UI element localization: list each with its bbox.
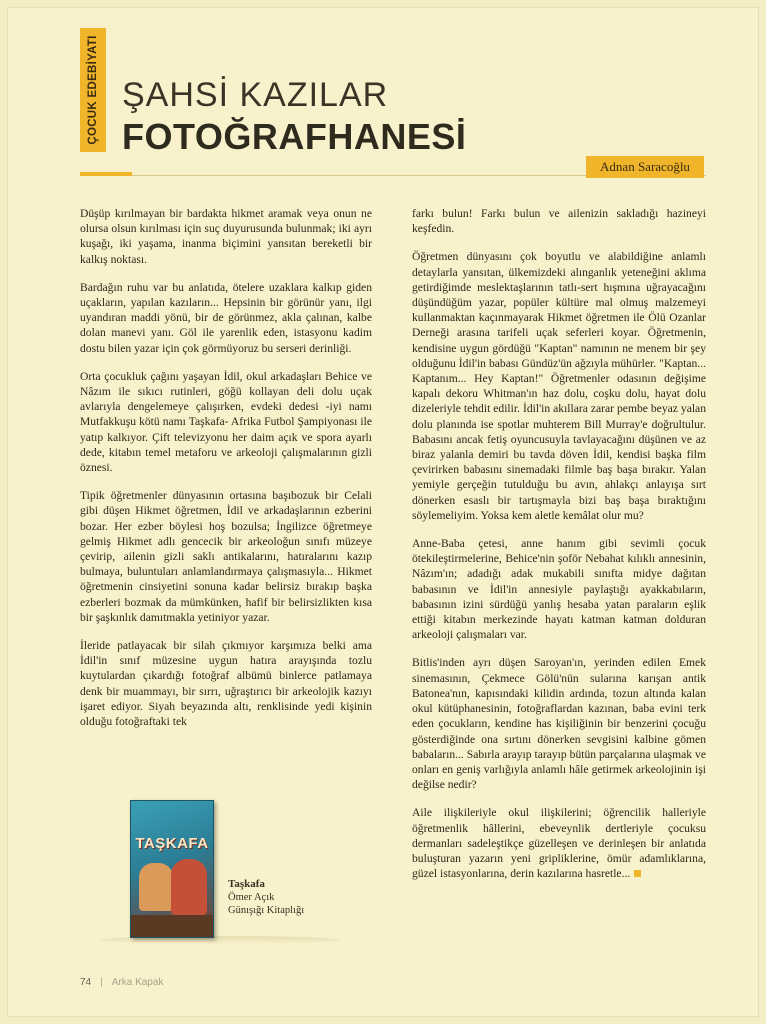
paragraph: Orta çocukluk çağını yaşayan İdil, okul arkadaşları Behice ve Nâzım ile sıkıcı rutinleri, göğü kollayan deli dolu uçak avlarıyla dengelemeye çalışırken, evdeki dedesi -iyi namı Mutfakkuşu kötü namı Taşkafa- Afrika Futbol Şampiyonası ile yatıp kalkıyor. Çift televizyonu her daim açık ve spora ayarlı dede, kitabın temel metaforu ve arkeoloji çalışmalarının gizli öznesi. xyxy=(80,369,372,475)
paragraph-text: Aile ilişkileriyle okul ilişkilerini; öğrencilik halleriyle öğretmenlik hâllerini, ebeveynlik dertleriyle çocuksu dermanları sadeleştikçe güzelleşen ve derinleşen bir anlatıda buluşturan yazarın yeni gripliklerine, ömür adamlıklarına, güzel istasyonlarına, derin kazılarına hasretle... xyxy=(412,806,706,881)
paragraph: Anne-Baba çetesi, anne hanım gibi sevimli çocuk ötekileştirmelerine, Behice'nin şoför Nebahat kılıklı annesinin, Nâzım'ın; adadığı adak mukabili sınıfta midye dağıtan babasının ve İdil'in annesiyle paylaştığı ayakkabıların, babasının izini sürdüğü yanlış hesaba yatan paraların eşlik ettiği kitabın merkezinde hayatı katman katman dolduran arkeoloji çalışmaları var. xyxy=(412,537,706,642)
section-label: ÇOCUK EDEBİYATI xyxy=(87,35,99,145)
title-accent-rule xyxy=(80,172,132,176)
cover-figure xyxy=(139,863,173,911)
cover-ground xyxy=(131,915,213,937)
author-badge: Adnan Saracoğlu xyxy=(586,156,704,178)
book-title: Taşkafa xyxy=(228,878,265,890)
book-author: Ömer Açık xyxy=(228,892,275,903)
page-number: 74 xyxy=(80,977,92,988)
footer-separator: | xyxy=(100,977,103,988)
article-column-right xyxy=(412,206,706,894)
paragraph: Bitlis'inden ayrı düşen Saroyan'ın, yerinden edilen Emek sinemasının, Çekmece Gölü'nün sularına karışan antik Batonea'nın, kapısındaki kilidin ardında, tozun altında kalan okul kütüphanesinin, fotoğraflardan kazınan, baba evini terk eden çocukların, kendine has kişiliğinin bir benzerini çocuğu gösterdiğinde ona sırtını dönerken sevgisini kalbine gömen babaların... Sabırla arayıp tarayıp bütün parçalarına ulaşmak ve onları en geniş varlığıyla anlamlı hâle getirmek arkeolojinin işi değilse nedir? xyxy=(412,656,706,792)
paragraph: Öğretmen dünyasını çok boyutlu ve alabildiğine anlamlı detaylarla yansıtan, ülkemizdeki alınganlık yeteneğini aklıma getirdiğimde meslektaşlarının tatlı-sert hışmına uğrayacağını düşündüğüm yazar, popüler kültüre mal olmuş malzemeyi kullanmaktan kaçınmayarak Hikmet öğretmen ile Ölü Ozanlar Derneği arasına tarifeli uçak seferleri koyar. Öğretmenin, kendisine uygun gördüğü "Kaptan" namının ne menem bir şey olduğunu İdil'in babası Gündüz'ün ağzıyla mühürler. "Kaptan... Kaptanım... Hey Kaptan!" Öğretmenler odasının değişime kapalı dekoru Whitman'ın haz dolu, coşku dolu, hayat dolu dizeleriyle tehdit edilir. İdil'in akıllara zarar pembe beyaz yalan dolu planında ise spotlar muhterem Bill Murray'e doğrultulur. Babasını ancak fetiş oyuncusuyla tavlayacağını düşünen ve az biraz yalanla demiri bu tavda döven İdil, kendisi başka film çevirirken babasını sinemadaki filmle baş başa bırakır. Yalan yemiyle gerçeğin tutulduğu bu avın, ahlakçı anlayışa sırt dönerken esaslı bir tartışmayla bizi baş başa bıraktığını söylemeliyim. Yoksa kem aletle kemâlat olur mu? xyxy=(412,250,706,522)
paragraph: Tipik öğretmenler dünyasının ortasına başıbozuk bir Celali gibi düşen Hikmet öğretmen, İdil ve arkadaşlarının ezberini bozar. Her ezber böylesi hoş bozulsa; İngilizce öğretmeye gelmiş Hikmet adlı gencecik bir arkeoloğun sınıfı müzeye çevirip, ailenin gizli saklı antikalarını, hatıralarını kazıp bulmaya, buluntuları anlamlandırmaya çalışmasıyla... Hikmet öğretmenin cinsiyetini sonuna kadar belirsiz bırakıp başka ezberleri bozmak da mümkünken, hafif bir belirsizlikten kısa bir şaşkınlık damıtmakla yetiniyor yazar. xyxy=(80,489,372,624)
paragraph: İleride patlayacak bir silah çıkmıyor karşımıza belki ama İdil'in sınıf müzesine uygun hatıra arayışında tozlu kuytulardan çıkardığı fotoğraf albümü binlerce patlamaya denk bir muammayı, bir sırrı, uğraştırıcı bir arkeolojik kazıyı işaret ediyor. Siyah beyazında altı, renklisinde yedi kişinin olduğu fotoğraftaki tek xyxy=(80,639,372,729)
section-label-tab xyxy=(80,28,106,152)
article-title-line1: ŞAHSİ KAZILAR xyxy=(122,76,389,114)
book-cover-title: TAŞKAFA xyxy=(135,835,209,852)
book-info xyxy=(90,790,350,950)
magazine-name: Arka Kapak xyxy=(111,977,164,988)
paragraph: Düşüp kırılmayan bir bardakta hikmet aramak veya onun ne olursa olsun kırılması için suç duyurusunda bulunmak; iki ayrı kuşağı, iki yaşama, inanma biçimini yansıtan bereketli bir kalkış noktası. xyxy=(80,207,372,266)
article-column-left xyxy=(80,206,372,742)
paragraph: Bardağın ruhu var bu anlatıda, ötelere uzaklara kalkıp giden uçakların, yapılan kazıların... Hepsinin bir görünür yanı, ilgi uyandıran maddi yönü, bir de görünmez, akla çalınan, kalbe dolan manevi yanı. Göl ile yarenlik eden, istasyonu kadim dostu bilen yazar için çok görmüyoruz bu serseri derinliği. xyxy=(80,280,372,355)
paragraph: farkı bulun! Farkı bulun ve ailenizin sakladığı hazineyi keşfedin. xyxy=(412,207,706,236)
end-mark-square xyxy=(634,870,641,877)
book-caption xyxy=(228,878,304,917)
book-cover-image xyxy=(130,800,214,938)
cover-figure xyxy=(171,859,207,915)
paragraph-final xyxy=(412,805,706,881)
page-footer xyxy=(80,977,163,988)
book-publisher: Günışığı Kitaplığı xyxy=(228,905,305,916)
article-title-line2: FOTOĞRAFHANESİ xyxy=(122,116,467,157)
